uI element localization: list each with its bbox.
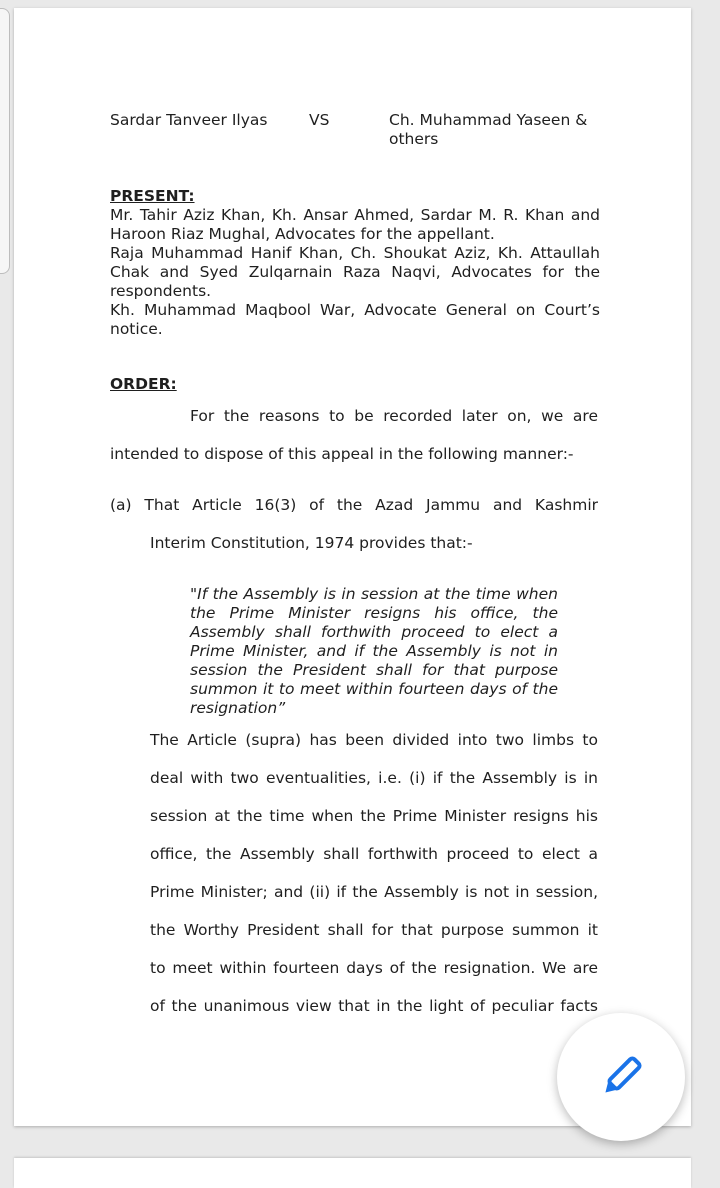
item-a-line-1: (a) That Article 16(3) of the Azad Jammu and Kashmir (110, 496, 598, 514)
body-line: deal with two eventualities, i.e. (i) if the Assembly is in (150, 769, 598, 787)
present-section (110, 187, 600, 339)
body-line: of the unanimous view that in the light of peculiar facts (150, 997, 598, 1015)
item-a-line-2: Interim Constitution, 1974 provides that:- (150, 534, 473, 552)
body-line: office, the Assembly shall forthwith proceed to elect a (150, 845, 598, 863)
order-paragraph-line-1: For the reasons to be recorded later on, we are (190, 407, 598, 425)
body-line: Prime Minister; and (ii) if the Assembly is not in session, (150, 883, 598, 901)
appellant-name: Sardar Tanveer Ilyas (110, 111, 268, 129)
present-line-appellant-counsel: Mr. Tahir Aziz Khan, Kh. Ansar Ahmed, Sardar M. R. Khan and Haroon Riaz Mughal, Advocates for the appellant. (110, 206, 600, 243)
case-title (110, 111, 600, 151)
order-body (150, 731, 598, 1035)
edit-button[interactable] (557, 1013, 685, 1141)
present-heading: PRESENT: (110, 187, 195, 205)
side-drawer-handle[interactable] (0, 8, 10, 274)
body-line: The Article (supra) has been divided into two limbs to (150, 731, 598, 749)
next-document-page (14, 1158, 691, 1188)
order-heading: ORDER: (110, 375, 177, 393)
body-line: to meet within fourteen days of the resignation. We are (150, 959, 598, 977)
article-quote: "If the Assembly is in session at the time when the Prime Minister resigns his office, the Assembly shall forthwith proceed to elect a Prime Minister, and if the Assembly is not in session the President shall for that purpose summon it to meet within fourteen days of the resignation” (190, 585, 558, 717)
pencil-edit-icon (597, 1053, 645, 1101)
order-paragraph-line-2: intended to dispose of this appeal in the following manner:- (110, 445, 574, 463)
present-line-respondent-counsel: Raja Muhammad Hanif Khan, Ch. Shoukat Aziz, Kh. Attaullah Chak and Syed Zulqarnain Raza Naqvi, Advocates for the respondents. (110, 244, 600, 300)
respondent-name: Ch. Muhammad Yaseen & others (389, 111, 588, 148)
body-line: session at the time when the Prime Minister resigns his (150, 807, 598, 825)
present-line-advocate-general: Kh. Muhammad Maqbool War, Advocate General on Court’s notice. (110, 301, 600, 338)
versus-label: VS (309, 111, 330, 129)
body-line: the Worthy President shall for that purpose summon it (150, 921, 598, 939)
